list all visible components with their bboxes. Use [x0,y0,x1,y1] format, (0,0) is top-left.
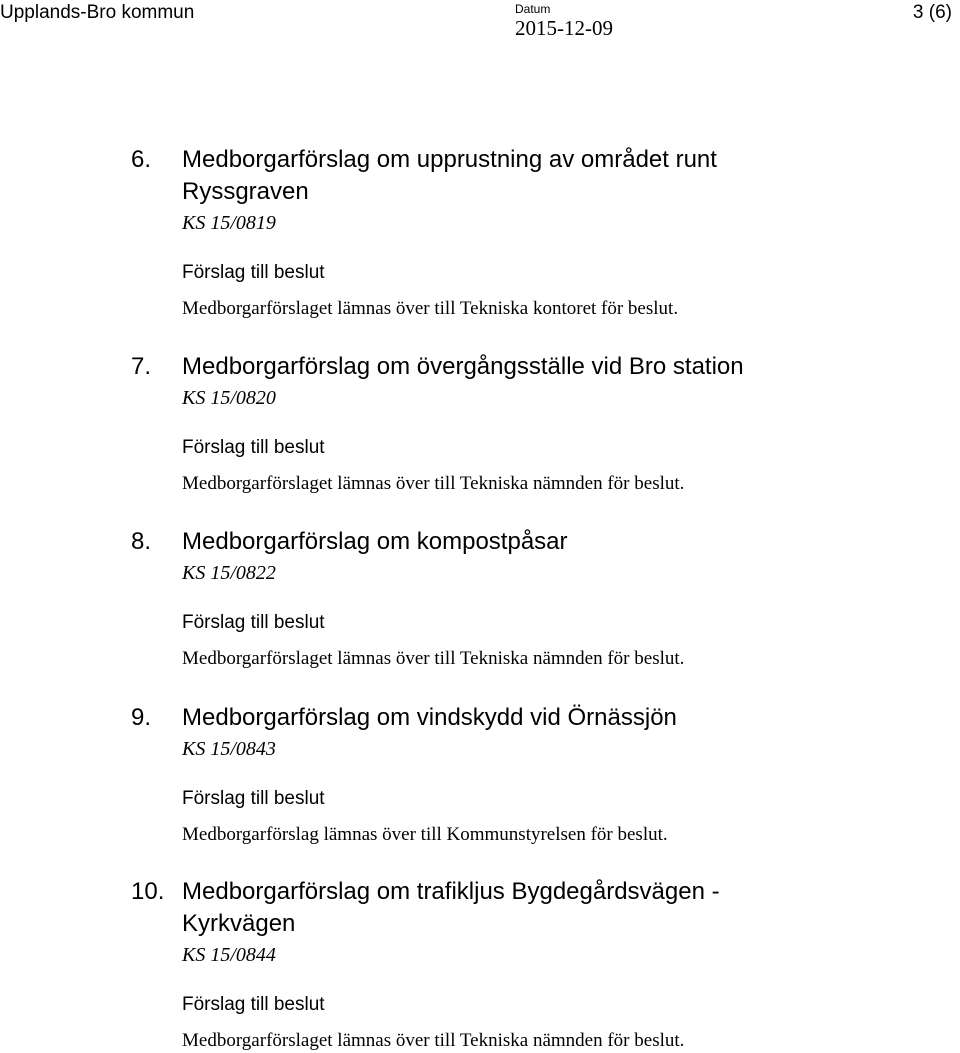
case-number: KS 15/0843 [182,738,276,760]
item-title-row [0,351,960,383]
agenda-item-7 [0,351,960,496]
proposal-text: Medborgarförslaget lämnas över till Tekniska nämnden för beslut. [182,648,685,669]
case-number: KS 15/0820 [182,387,276,409]
item-title: Medborgarförslag om kompostpåsar [182,528,568,555]
proposal-text: Medborgarförslaget lämnas över till Tekniska kontoret för beslut. [182,298,679,319]
proposal-label: Förslag till beslut [182,437,325,458]
item-title: Medborgarförslag om vindskydd vid Örnässjön [182,704,677,731]
proposal-label: Förslag till beslut [182,994,325,1015]
proposal-text: Medborgarförslaget lämnas över till Tekniska nämnden för beslut. [182,1030,685,1051]
agenda-item-10 [0,876,960,1053]
agenda-item-9 [0,702,960,847]
item-title-row [0,702,960,734]
proposal-label: Förslag till beslut [182,788,325,809]
date-value: 2015-12-09 [515,16,613,40]
page-header [0,0,960,42]
item-number: 10. [131,878,165,905]
case-number: KS 15/0819 [182,212,276,234]
page-number: 3 (6) [912,2,952,23]
item-title: Medborgarförslag om trafikljus Bygdegårdsvägen - Kyrkvägen [182,878,720,937]
organization-name: Upplands-Bro kommun [0,2,195,23]
proposal-text: Medborgarförslag lämnas över till Kommunstyrelsen för beslut. [182,824,668,845]
item-number: 7. [131,353,152,380]
item-title: Medborgarförslag om upprustning av området runt Ryssgraven [182,146,717,205]
item-title: Medborgarförslag om övergångsställe vid Bro station [182,353,744,380]
item-number: 9. [131,704,152,731]
date-label: Datum [515,2,551,16]
case-number: KS 15/0844 [182,944,276,966]
item-title-row [0,526,960,558]
date-block [515,2,613,40]
case-number: KS 15/0822 [182,562,276,584]
item-title-row [0,144,960,208]
proposal-label: Förslag till beslut [182,612,325,633]
proposal-text: Medborgarförslaget lämnas över till Tekniska nämnden för beslut. [182,473,685,494]
agenda-item-6 [0,144,960,321]
agenda-item-8 [0,526,960,671]
item-number: 8. [131,528,152,555]
item-number: 6. [131,146,152,173]
item-title-row [0,876,960,940]
proposal-label: Förslag till beslut [182,262,325,283]
